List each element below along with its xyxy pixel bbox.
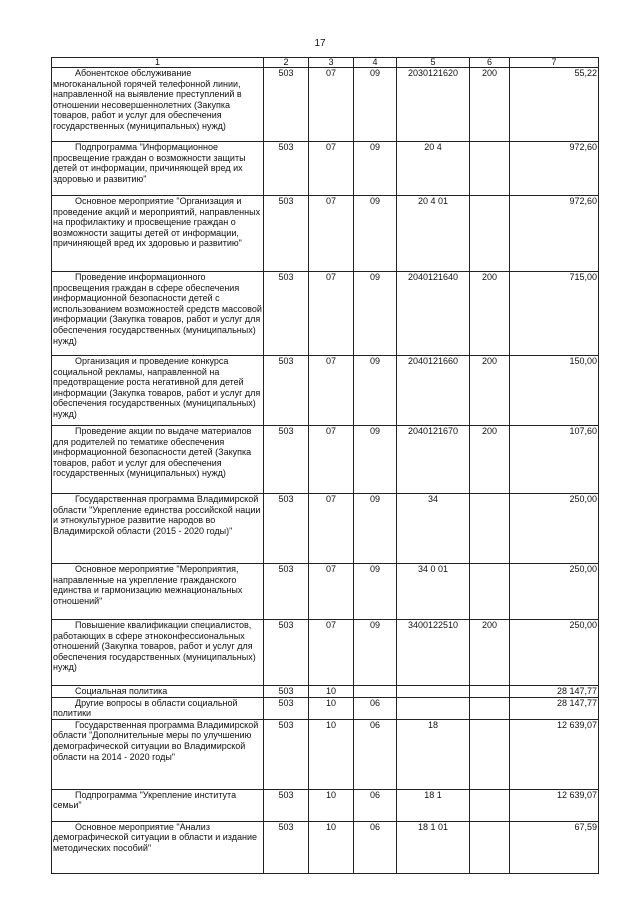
cell-pr: 06: [354, 821, 397, 873]
cell-sum: 250,00: [510, 494, 599, 564]
cell-pr: 06: [354, 719, 397, 789]
cell-csr: 2040121640: [397, 272, 470, 356]
cell-csr: 20 4: [397, 142, 470, 196]
header-cell: 4: [354, 58, 397, 68]
table-row: [52, 494, 599, 564]
cell-name: [52, 789, 264, 821]
cell-rz: 10: [309, 821, 354, 873]
table-row: [52, 620, 599, 686]
cell-name: [52, 686, 264, 698]
cell-rz: 07: [309, 426, 354, 494]
cell-vr: 200: [470, 272, 510, 356]
cell-pr: 09: [354, 356, 397, 426]
row-name-text: Основное мероприятие "Организация и проведение акций и мероприятий, направленных на профилактику и просвещение граждан о возможности защиты детей от информации, причиняющей вред их здоровью и развитию": [53, 196, 261, 249]
cell-pr: 09: [354, 142, 397, 196]
table-row: [52, 272, 599, 356]
cell-pr: 09: [354, 272, 397, 356]
cell-name: [52, 68, 264, 142]
table-row: [52, 719, 599, 789]
cell-ved: 503: [264, 68, 309, 142]
table-row: [52, 356, 599, 426]
cell-pr: [354, 686, 397, 698]
cell-name: [52, 564, 264, 620]
cell-vr: 200: [470, 620, 510, 686]
cell-csr: 18: [397, 719, 470, 789]
cell-sum: 12 639,07: [510, 789, 599, 821]
cell-rz: 07: [309, 272, 354, 356]
row-name-text: Государственная программа Владимирской области "Дополнительные меры по улучшению демографической ситуации во Владимирской области на 2014 - 2020 годы": [53, 719, 259, 762]
cell-name: [52, 821, 264, 873]
cell-sum: 715,00: [510, 272, 599, 356]
cell-ved: 503: [264, 356, 309, 426]
cell-sum: 55,22: [510, 68, 599, 142]
cell-name: [52, 620, 264, 686]
table-row: [52, 821, 599, 873]
cell-csr: 2030121620: [397, 68, 470, 142]
row-name-text: Основное мероприятие "Мероприятия, направленные на укрепление гражданского единства и гармонизацию межнациональных отношений": [53, 564, 243, 606]
header-cell: 5: [397, 58, 470, 68]
cell-vr: [470, 494, 510, 564]
table-row: [52, 142, 599, 196]
cell-rz: 10: [309, 686, 354, 698]
row-name-text: Проведение акции по выдаче материалов для родителей по тематике обеспечения информационной безопасности детей (Закупка товаров, работ и услуг для обеспечения государственных (муниципальных) нужд): [53, 426, 252, 479]
cell-sum: 28 147,77: [510, 697, 599, 719]
cell-sum: 972,60: [510, 142, 599, 196]
cell-pr: 09: [354, 564, 397, 620]
row-name-text: Организация и проведение конкурса социальной рекламы, направленной на предотвращение роста негативной для детей информации (Закупка товаров, работ и услуг для обеспечения государственных (муниципальных) нужд): [53, 356, 261, 419]
cell-sum: 107,60: [510, 426, 599, 494]
cell-rz: 10: [309, 697, 354, 719]
cell-name: [52, 272, 264, 356]
table-row: [52, 196, 599, 272]
cell-csr: 18 1: [397, 789, 470, 821]
row-name-text: Проведение информационного просвещения граждан в сфере обеспечения информационной безопасности детей с использованием возможностей средств массовой информации (Закупка товаров, работ и услуг для обеспечения государственных (муниципальных) нужд): [53, 272, 262, 346]
cell-ved: 503: [264, 142, 309, 196]
cell-pr: 09: [354, 68, 397, 142]
table-row: [52, 697, 599, 719]
cell-ved: 503: [264, 620, 309, 686]
cell-ved: 503: [264, 196, 309, 272]
cell-rz: 07: [309, 196, 354, 272]
cell-rz: 07: [309, 620, 354, 686]
cell-vr: [470, 142, 510, 196]
cell-vr: [470, 686, 510, 698]
cell-csr: [397, 697, 470, 719]
table-row: [52, 426, 599, 494]
table-row: [52, 789, 599, 821]
row-name-text: Другие вопросы в области социальной политики: [53, 697, 238, 719]
cell-ved: 503: [264, 789, 309, 821]
row-name-text: Повышение квалификации специалистов, работающих в сфере этноконфессиональных отношений (Закупка товаров, работ и услуг для обеспечения государственных (муниципальных) нужд): [53, 620, 256, 673]
cell-pr: 09: [354, 494, 397, 564]
cell-ved: 503: [264, 564, 309, 620]
cell-rz: 07: [309, 564, 354, 620]
cell-sum: 67,59: [510, 821, 599, 873]
cell-vr: [470, 789, 510, 821]
cell-name: [52, 719, 264, 789]
cell-csr: 2040121670: [397, 426, 470, 494]
table-row: [52, 564, 599, 620]
cell-ved: 503: [264, 272, 309, 356]
cell-name: [52, 697, 264, 719]
cell-csr: 2040121660: [397, 356, 470, 426]
cell-pr: 09: [354, 426, 397, 494]
cell-csr: 34: [397, 494, 470, 564]
header-cell: 3: [309, 58, 354, 68]
budget-table: [51, 57, 599, 874]
cell-ved: 503: [264, 821, 309, 873]
cell-name: [52, 426, 264, 494]
cell-rz: 07: [309, 356, 354, 426]
cell-vr: [470, 821, 510, 873]
cell-ved: 503: [264, 719, 309, 789]
cell-vr: 200: [470, 356, 510, 426]
header-cell: 6: [470, 58, 510, 68]
cell-sum: 28 147,77: [510, 686, 599, 698]
row-name-text: Подпрограмма "Информационное просвещение граждан о возможности защиты детей от информации, причиняющей вред их здоровью и развитию": [53, 142, 246, 184]
cell-vr: [470, 719, 510, 789]
cell-name: [52, 142, 264, 196]
cell-rz: 07: [309, 494, 354, 564]
cell-ved: 503: [264, 697, 309, 719]
cell-vr: [470, 697, 510, 719]
row-name-text: Государственная программа Владимирской области "Укрепление единства российской нации и этнокультурное развитие народов во Владимирской области (2015 - 2020 годы)": [53, 494, 261, 536]
table-row: [52, 68, 599, 142]
row-name-text: Подпрограмма "Укрепление института семьи": [53, 789, 237, 811]
header-cell: 2: [264, 58, 309, 68]
cell-pr: 06: [354, 789, 397, 821]
header-cell: 7: [510, 58, 599, 68]
row-name-text: Основное мероприятие "Анализ демографической ситуации в области и издание методических пособий": [53, 821, 257, 853]
cell-sum: 972,60: [510, 196, 599, 272]
cell-ved: 503: [264, 494, 309, 564]
cell-csr: 18 1 01: [397, 821, 470, 873]
row-name-text: Абонентское обслуживание многоканальной горячей телефонной линии, направленной на выявление преступлений в отношении несовершеннолетних (Закупка товаров, работ и услуг для обеспечения государственных (муниципальных) нужд): [53, 68, 242, 131]
page-number: 17: [314, 38, 326, 49]
cell-sum: 12 639,07: [510, 719, 599, 789]
header-cell: 1: [52, 58, 264, 68]
cell-pr: 06: [354, 697, 397, 719]
cell-csr: [397, 686, 470, 698]
cell-vr: 200: [470, 68, 510, 142]
cell-rz: 07: [309, 142, 354, 196]
cell-csr: 34 0 01: [397, 564, 470, 620]
cell-ved: 503: [264, 686, 309, 698]
cell-csr: 20 4 01: [397, 196, 470, 272]
cell-ved: 503: [264, 426, 309, 494]
cell-rz: 10: [309, 789, 354, 821]
cell-sum: 150,00: [510, 356, 599, 426]
cell-name: [52, 356, 264, 426]
cell-pr: 09: [354, 196, 397, 272]
cell-rz: 10: [309, 719, 354, 789]
cell-name: [52, 494, 264, 564]
cell-name: [52, 196, 264, 272]
cell-sum: 250,00: [510, 564, 599, 620]
cell-sum: 250,00: [510, 620, 599, 686]
cell-vr: 200: [470, 426, 510, 494]
cell-rz: 07: [309, 68, 354, 142]
cell-vr: [470, 564, 510, 620]
table-row: [52, 686, 599, 698]
cell-pr: 09: [354, 620, 397, 686]
header-row: [52, 58, 599, 68]
cell-vr: [470, 196, 510, 272]
row-name-text: Социальная политика: [75, 686, 168, 696]
cell-csr: 3400122510: [397, 620, 470, 686]
